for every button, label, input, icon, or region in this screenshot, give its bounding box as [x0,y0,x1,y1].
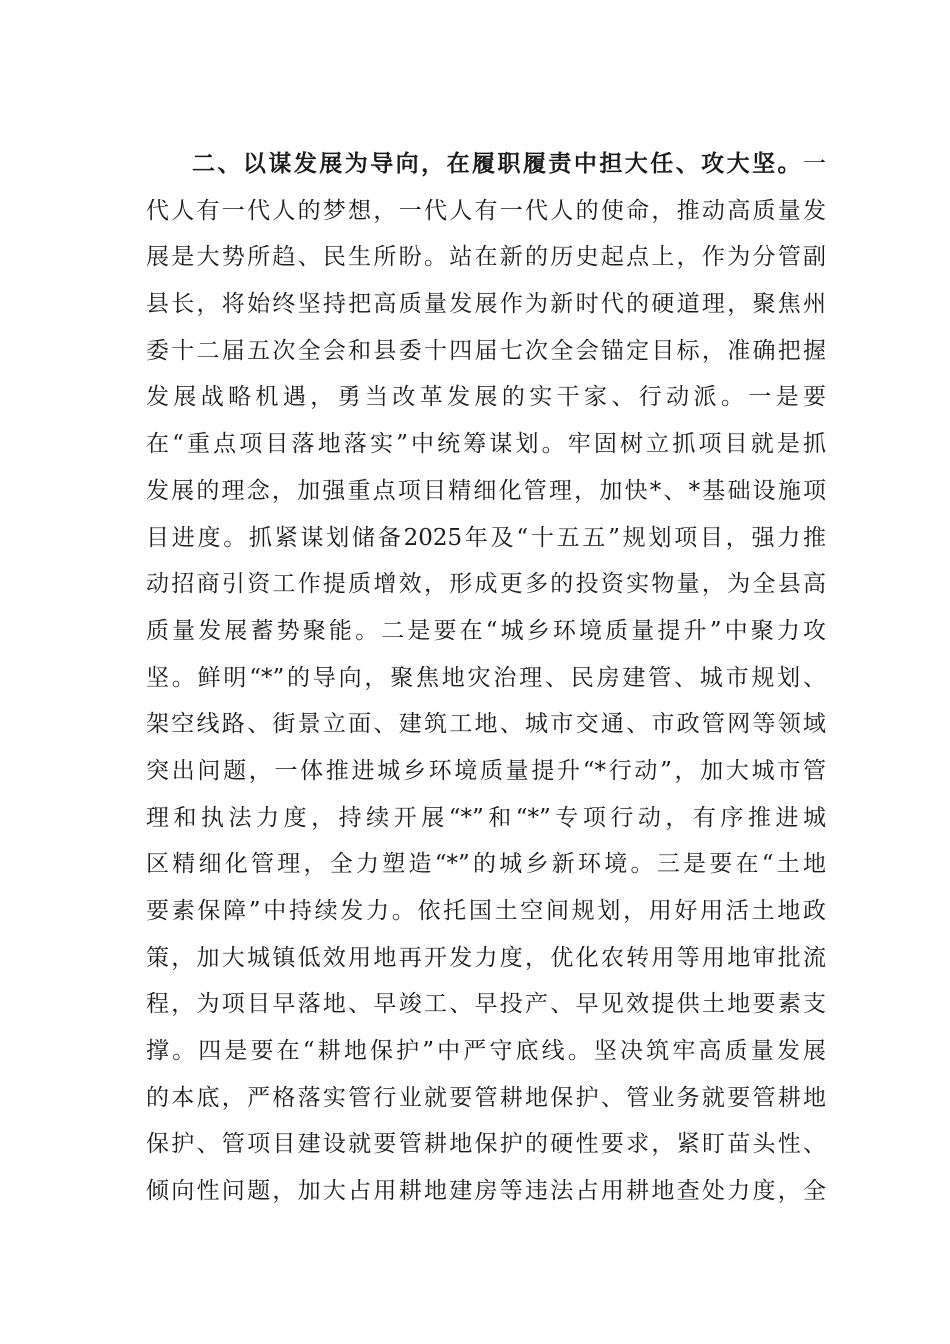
text-line: 在“重点项目落地落实”中统筹谋划。牢固树立抓项目就是抓 [146,431,826,458]
text-line: 的本底，严格落实管行业就要管耕地保护、管业务就要管耕地 [146,1084,826,1111]
text-line: 质量发展蓄势聚能。二是要在“城乡环境质量提升”中聚力攻 [146,617,826,644]
paragraph-first-line [146,141,826,188]
first-line-tail: 一 [803,151,826,177]
text-line: 县长，将始终坚持把高质量发展作为新时代的硬道理，聚焦州 [146,291,826,318]
text-line: 理和执法力度，持续开展“*”和“*”专项行动，有序推进城 [146,804,826,831]
text-line: 区精细化管理，全力塑造“*”的城乡新环境。三是要在“土地 [146,851,826,878]
text-line: 委十二届五次全会和县委十四届七次全会锚定目标，准确把握 [146,337,826,364]
text-line: 发展战略机遇，勇当改革发展的实干家、行动派。一是要 [146,384,826,411]
text-line: 代人有一代人的梦想，一代人有一代人的使命，推动高质量发 [146,197,826,224]
section-heading: 二、以谋发展为导向，在履职履责中担大任、攻大坚。 [192,151,803,177]
text-line: 保护、管项目建设就要管耕地保护的硬性要求，紧盯苗头性、 [146,1131,826,1158]
text-line: 策，加大城镇低效用地再开发力度，优化农转用等用地审批流 [146,944,826,971]
text-line: 坚。鲜明“*”的导向，聚焦地灾治理、民房建管、城市规划、 [146,664,826,691]
text-line: 动招商引资工作提质增效，形成更多的投资实物量，为全县高 [146,571,826,598]
text-line: 发展的理念，加强重点项目精细化管理，加快*、*基础设施项 [146,477,826,504]
text-line: 倾向性问题，加大占用耕地建房等违法占用耕地查处力度，全 [146,1178,826,1205]
text-line: 架空线路、街景立面、建筑工地、城市交通、市政管网等领域 [146,711,826,738]
text-line: 目进度。抓紧谋划储备2025年及“十五五”规划项目，强力推 [146,524,826,551]
text-line: 撑。四是要在“耕地保护”中严守底线。坚决筑牢高质量发展 [146,1038,826,1065]
text-line: 突出问题，一体推进城乡环境质量提升“*行动”，加大城市管 [146,757,826,784]
text-line: 要素保障”中持续发力。依托国土空间规划，用好用活土地政 [146,898,826,924]
text-line: 程，为项目早落地、早竣工、早投产、早见效提供土地要素支 [146,991,826,1018]
body-paragraph [146,141,826,1215]
text-line: 展是大势所趋、民生所盼。站在新的历史起点上，作为分管副 [146,244,826,271]
